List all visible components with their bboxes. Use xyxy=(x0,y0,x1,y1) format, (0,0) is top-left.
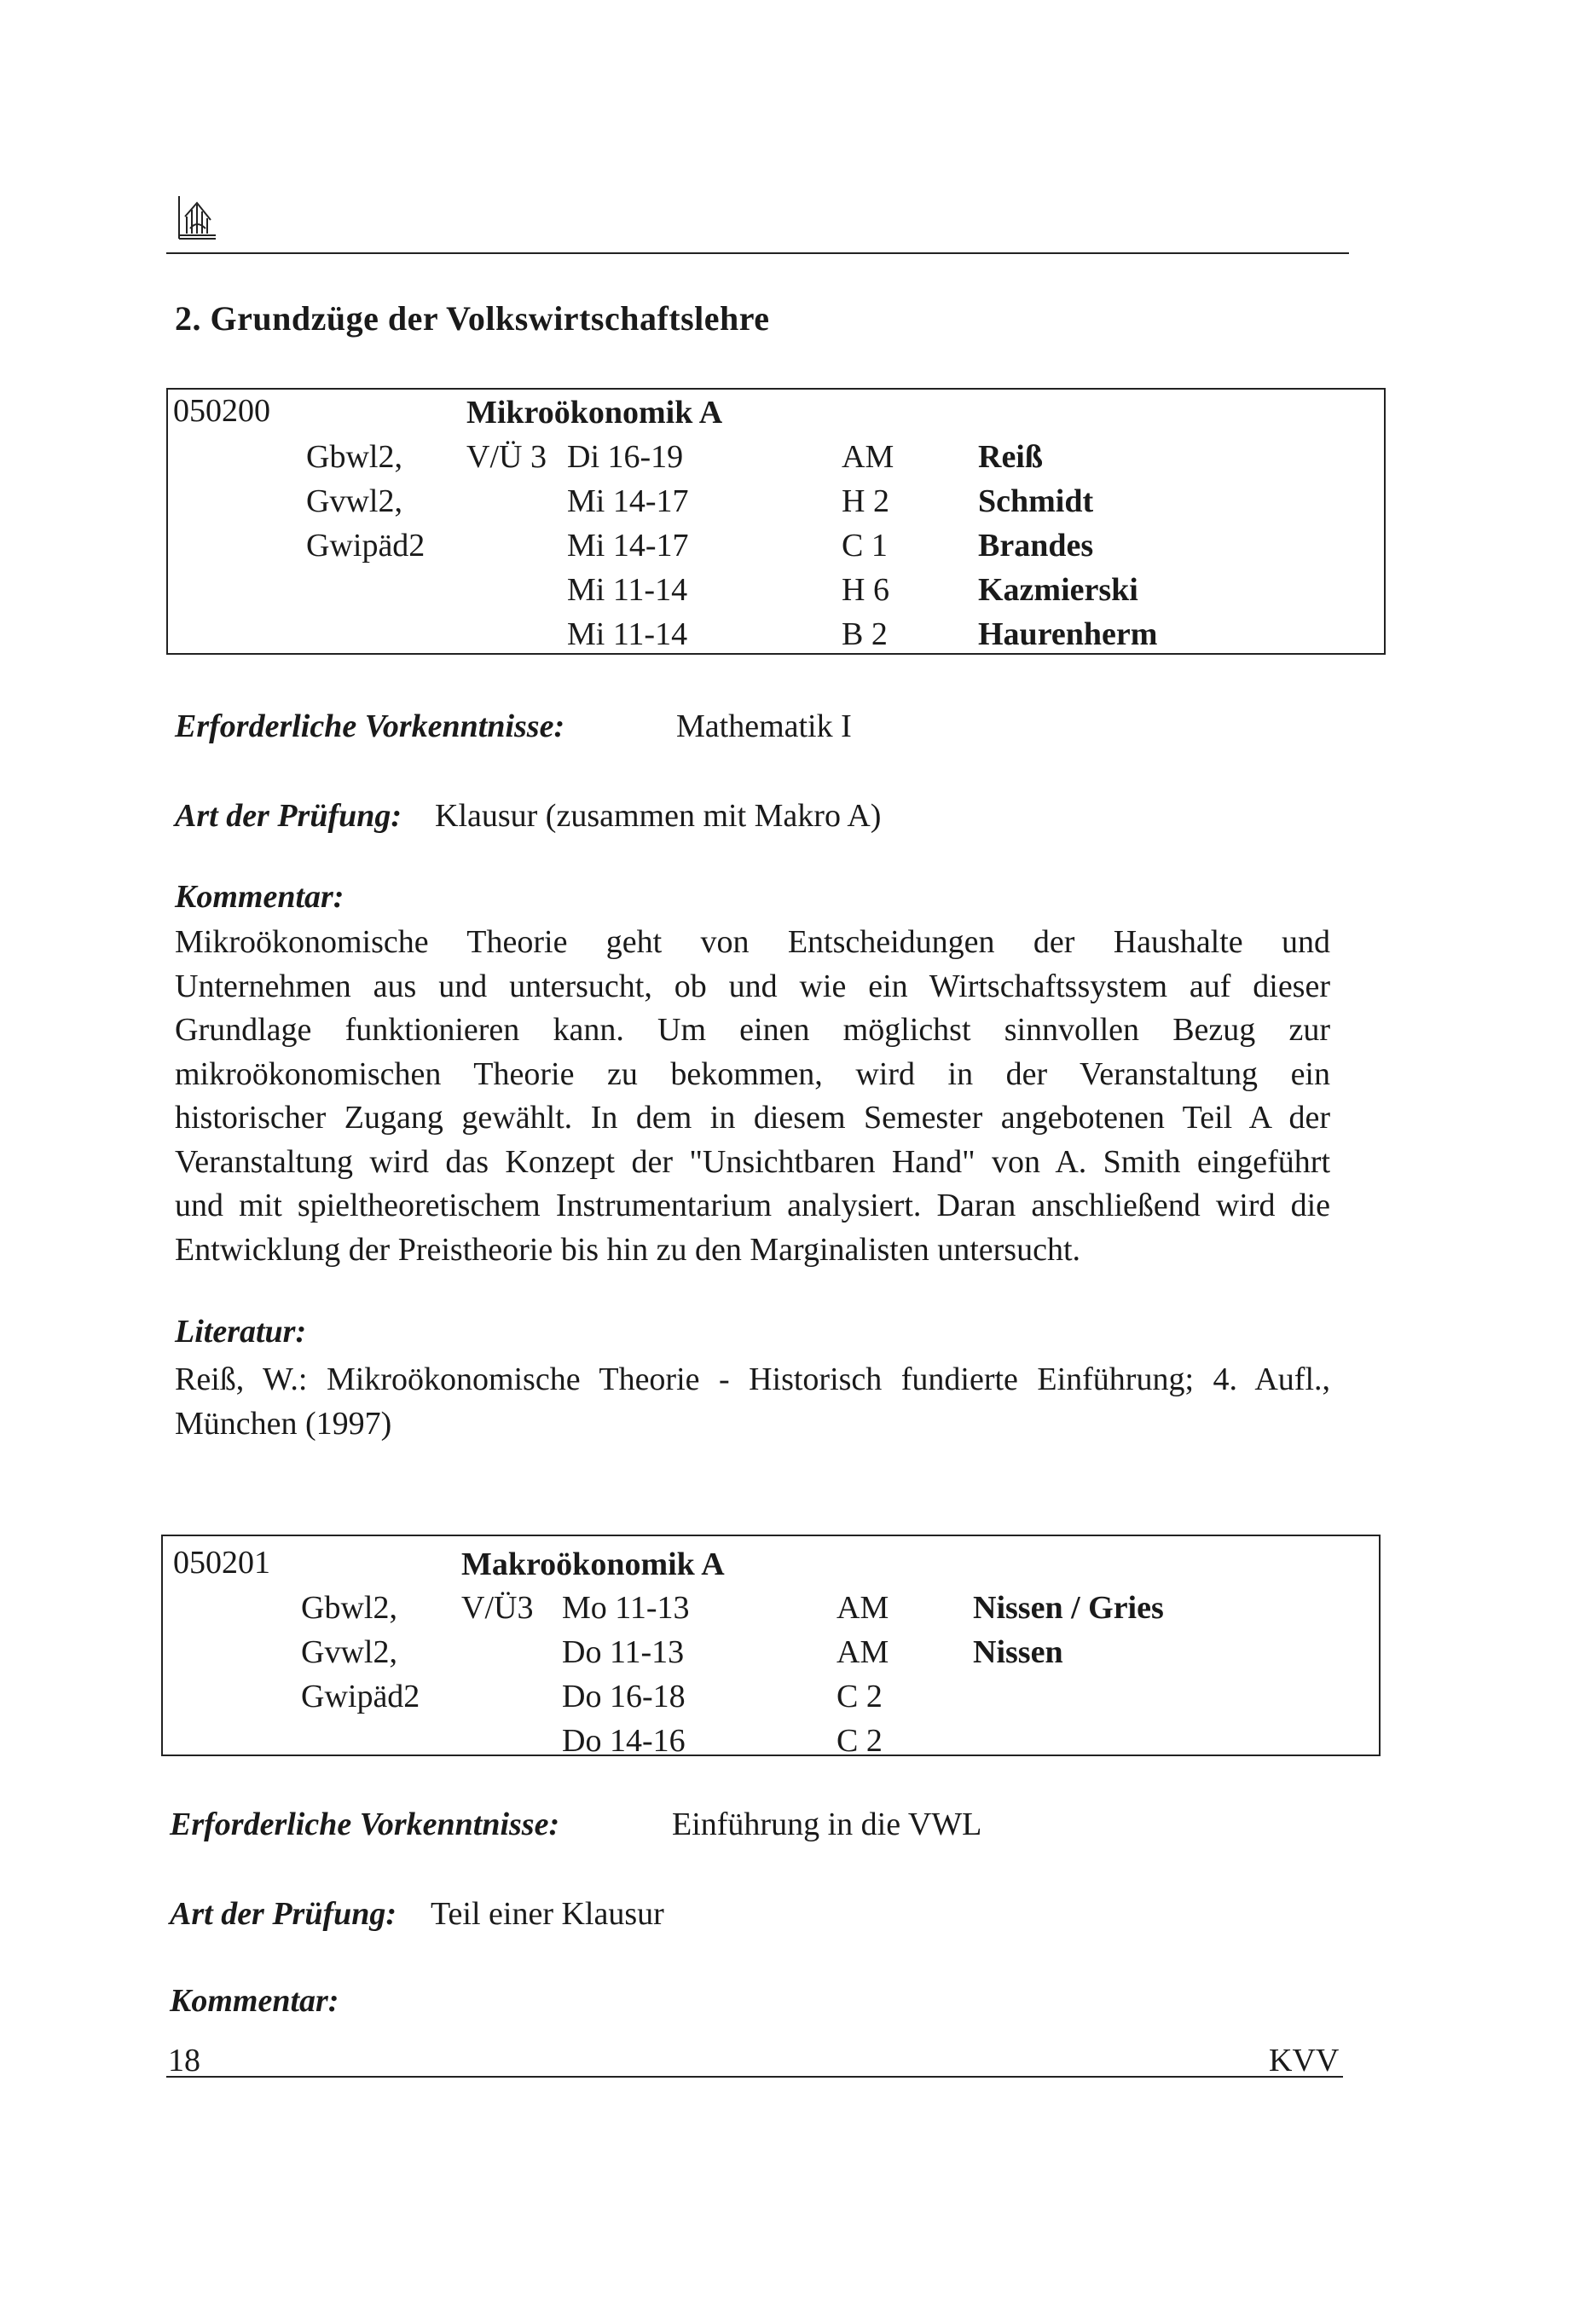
session-room: AM xyxy=(837,1634,889,1670)
university-logo-icon xyxy=(177,194,219,242)
comment-line: mikroökonomischen Theorie zu bekommen, wird in der Veranstaltung ein xyxy=(175,1055,1330,1092)
course-number: 050200 xyxy=(173,393,270,429)
session-room: C 1 xyxy=(842,528,888,564)
comment-line: Mikroökonomische Theorie geht von Entscheidungen der Haushalte und xyxy=(175,924,1330,960)
comment-line: Entwicklung der Preistheorie bis hin zu den Marginalisten untersucht. xyxy=(175,1231,1081,1268)
comment-line: historischer Zugang gewählt. In dem in diesem Semester angebotenen Teil A der xyxy=(175,1100,1330,1136)
session-lecturer: Haurenherm xyxy=(978,616,1158,652)
footer-rule xyxy=(166,2076,1343,2078)
session-room: AM xyxy=(837,1590,889,1626)
prereq-label: Erforderliche Vorkenntnisse: xyxy=(175,708,565,744)
header-rule xyxy=(166,252,1349,254)
session-time: Mi 14-17 xyxy=(567,483,689,519)
footer-right-text: KVV xyxy=(1269,2043,1340,2078)
program: Gwipäd2 xyxy=(306,528,425,564)
course-type: V/Ü3 xyxy=(461,1590,534,1626)
session-lecturer: Nissen xyxy=(973,1634,1063,1670)
literature-line: Reiß, W.: Mikroökonomische Theorie - Historisch fundierte Einführung; 4. Aufl., xyxy=(175,1361,1330,1397)
prereq-value: Mathematik I xyxy=(676,708,852,744)
session-room: H 6 xyxy=(842,572,889,608)
comment-line: Unternehmen aus und untersucht, ob und wie ein Wirtschaftssystem auf dieser xyxy=(175,968,1330,1004)
prereq-value: Einführung in die VWL xyxy=(672,1807,982,1842)
page-number: 18 xyxy=(168,2043,200,2078)
session-room: C 2 xyxy=(837,1723,883,1759)
session-time: Do 11-13 xyxy=(562,1634,685,1670)
session-lecturer: Brandes xyxy=(978,528,1094,564)
literature-text xyxy=(175,1358,1330,1446)
session-lecturer: Schmidt xyxy=(978,483,1094,519)
exam-label: Art der Prüfung: xyxy=(175,798,402,834)
comment-line: Veranstaltung wird das Konzept der "Unsichtbaren Hand" von A. Smith eingeführt xyxy=(175,1143,1330,1180)
session-time: Mi 11-14 xyxy=(567,616,688,652)
session-time: Mi 11-14 xyxy=(567,572,688,608)
session-lecturer: Kazmierski xyxy=(978,572,1138,608)
program: Gwipäd2 xyxy=(301,1679,420,1714)
session-time: Mo 11-13 xyxy=(562,1590,690,1626)
session-lecturer: Reiß xyxy=(978,439,1043,475)
program: Gbwl2, xyxy=(306,439,402,475)
comment-label: Kommentar: xyxy=(175,879,344,915)
literature-line: München (1997) xyxy=(175,1405,392,1442)
course-box-050201 xyxy=(161,1535,1381,1759)
session-time: Di 16-19 xyxy=(567,439,684,475)
exam-value: Klausur (zusammen mit Makro A) xyxy=(435,798,882,834)
course-number: 050201 xyxy=(173,1545,270,1581)
literature-label: Literatur: xyxy=(175,1314,307,1350)
course-title: Makroökonomik A xyxy=(461,1546,725,1582)
session-room: H 2 xyxy=(842,483,889,519)
comment-line: und mit spieltheoretischem Instrumentarium analysiert. Daran anschließend wird die xyxy=(175,1188,1330,1223)
session-lecturer: Nissen / Gries xyxy=(973,1590,1164,1626)
session-room: AM xyxy=(842,439,894,475)
session-time: Do 16-18 xyxy=(562,1679,686,1714)
course-type: V/Ü 3 xyxy=(466,439,547,475)
program: Gbwl2, xyxy=(301,1590,397,1626)
session-room: B 2 xyxy=(842,616,888,652)
session-time: Do 14-16 xyxy=(562,1723,686,1759)
prereq-label: Erforderliche Vorkenntnisse: xyxy=(170,1807,560,1842)
exam-label: Art der Prüfung: xyxy=(170,1896,397,1932)
course-box-050200 xyxy=(166,388,1386,655)
exam-value: Teil einer Klausur xyxy=(431,1896,664,1932)
course-title: Mikroökonomik A xyxy=(466,395,723,431)
comment-text xyxy=(175,921,1330,1272)
comment-label: Kommentar: xyxy=(170,1983,339,2019)
program: Gvwl2, xyxy=(306,483,402,519)
comment-line: Grundlage funktionieren kann. Um einen möglichst sinnvollen Bezug zur xyxy=(175,1012,1330,1048)
program: Gvwl2, xyxy=(301,1634,397,1670)
section-title: 2. Grundzüge der Volkswirtschaftslehre xyxy=(175,299,770,338)
session-room: C 2 xyxy=(837,1679,883,1714)
session-time: Mi 14-17 xyxy=(567,528,689,564)
